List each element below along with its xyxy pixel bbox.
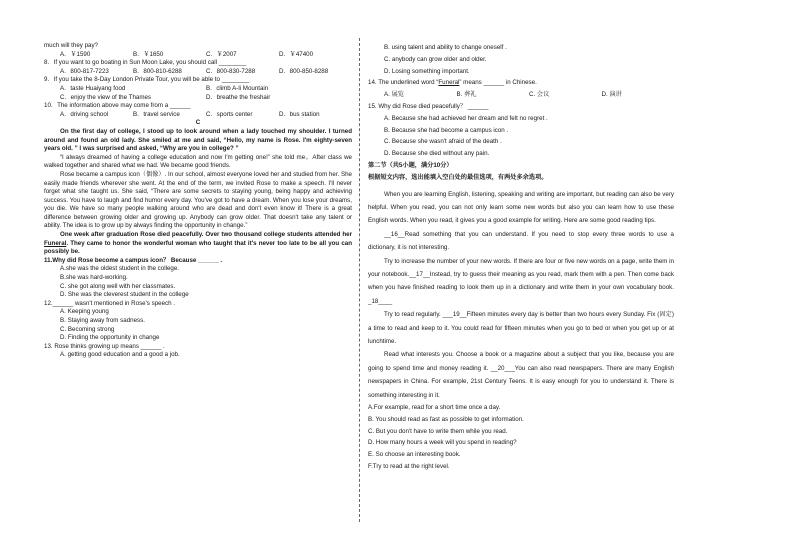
q7-option-d: D．￥47400 <box>279 50 314 58</box>
q11-option-d: D. She was the cleverest student in the college <box>60 291 189 299</box>
q9-option-a: A．taste Huaiyang food <box>60 84 126 92</box>
q14-stem-start: 14. The underlined word “ <box>368 79 439 87</box>
q11-option-b: B.she was hard-working. <box>60 274 128 282</box>
q8-option-a: A．800-817-7223 <box>60 67 109 75</box>
q14-options <box>368 89 674 101</box>
q11-option-a: A.she was the oldest student in the college. <box>60 265 180 273</box>
choice-e: E. So choose an interesting book. <box>368 451 461 459</box>
choice-f: F.Try to read at the right level. <box>368 463 450 471</box>
q14-option-c: C. 会议 <box>529 91 550 99</box>
q14-stem-end: ” means ______ in Chinese. <box>459 79 537 87</box>
q15-option-c: C. Because she wasn't afraid of the death . <box>384 138 502 146</box>
q12-option-b: B. Staying away from sadness. <box>60 317 145 324</box>
q7-option-c: C．￥2007 <box>206 50 237 58</box>
q10-option-d: D．bus station <box>279 110 320 118</box>
q8-option-c: C．800-830-7288 <box>206 67 256 75</box>
passage-paragraph-3: Rose became a campus icon（偶像）. In our school, almost everyone loved her and studied from her. She easily made friends wherever she went. At the end of the term, we invited Rose to make a speech. I'll never forget what she taught us. She said, “There are some secrets to staying young, being happy and achieving success. You have to laugh and find humor every day. You've got to have a dream. When you lose your dreams, you die. We have so many people walking around who are dead and don't even know it! There is a great difference between growing older and growing up. Anybody can grow older. That doesn't take any talent or ability. The idea is to grow up by always finding the opportunity in change.” <box>44 170 352 230</box>
q12-option-d: D. Finding the opportunity in change <box>60 334 160 342</box>
q8-option-d: D．800-850-8288 <box>279 67 329 75</box>
cloze-paragraph-1: When you are learning English, listening, speaking and writing are important, but reading can also be very helpful. When you read, you can not only learn some new words but also you can learn how to use these English words. When you read, it gives you a good example for writing. Here are some good reading tips. <box>368 190 674 225</box>
q12-option-a: A. Keeping young <box>60 308 109 316</box>
cloze-paragraph-4: Try to read regularly. ___19__Fifteen minutes every day is better than two hours every Sunday. Fix (固定) a time to read and keep to it. You could read for fifteen minutes when you go to bed or when you get up or at lunchtime. <box>368 311 674 346</box>
q14-option-a: A. 展览 <box>384 91 404 99</box>
q9-option-b: B．climb A-li Mountain <box>206 84 269 92</box>
q14-option-b: B. 葬礼 <box>456 91 477 99</box>
q9-option-c: C．enjoy the view of the Thames <box>60 93 152 101</box>
section-two-instructions: 根据短文内容，选出能填入空白处的最佳选项，有两处多余选项。 <box>368 173 548 181</box>
choice-a: A.For example, read for a short time once a day. <box>368 404 501 412</box>
left-column <box>44 42 352 360</box>
q11-stem: 11.Why did Rose become a campus icon？ Because ______ . <box>44 256 223 264</box>
q15-option-b: B. Because she had become a campus icon . <box>384 126 509 134</box>
passage-paragraph-4 <box>44 231 352 257</box>
q14-stem <box>368 77 674 89</box>
choice-b: B. You should read as fast as possible to get information. <box>368 415 524 423</box>
column-divider <box>359 38 360 522</box>
q7-tail: much will they pay? <box>44 42 98 49</box>
q14-underlined-word: Funeral <box>438 79 460 87</box>
passage-paragraph-4-start: One week after graduation Rose died peacefully. Over two thousand college students attended her <box>60 231 352 239</box>
q9-options-ab <box>44 85 352 94</box>
q9-option-d: D．breathe the freshair <box>206 93 271 101</box>
q10-options <box>44 111 352 120</box>
q14-option-d: D. 演讲 <box>601 91 622 99</box>
cloze-paragraph-5: Read what interests you. Choose a book or a magazine about a subject that you like, because you are going to spend time and money reading it. __20___You can also read newspapers. There are many English newspapers in China. For example, 21st Century Teens. It is easy enough for you to understand it. There is something interesting in it. <box>368 351 674 399</box>
q8-options <box>44 68 352 77</box>
q15-option-a: A. Because she had achieved her dream and felt no regret . <box>384 114 548 122</box>
q9-stem: 9．If you take the 8-Day London Private Tour, you will be able to ________ <box>44 76 250 84</box>
passage-paragraph-1: On the first day of college, I stood up to look around when a lady touched my shoulder. I turned around and found an old lady. She smiled at me and said, “Hello, my name is Rose. I'm eighty-seven years old. ” I was surprised and asked, “Why are you in college? ” <box>44 127 352 153</box>
q13-stem: 13. Rose thinks growing up means ______ . <box>44 342 165 350</box>
q12-option-c: C. Becoming strong <box>60 325 115 333</box>
q11-option-c: C. she got along well with her classmates. <box>60 282 176 290</box>
choice-c: C. But you don't have to write them while you read. <box>368 427 508 435</box>
q13-option-c: C. anybody can grow older and older. <box>384 55 487 63</box>
q12-stem: 12.______ wasn't mentioned in Rose's speech . <box>44 299 176 307</box>
q13-option-b: B. using talent and ability to change oneself . <box>384 44 507 51</box>
q10-option-c: C．sports center <box>206 110 253 118</box>
funeral-underlined-word: Funeral <box>44 239 67 247</box>
q15-option-d: D. Because she died without any pain. <box>384 150 490 158</box>
q10-option-b: B．travel service <box>133 110 180 118</box>
q15-stem: 15. Why did Rose died peacefully？ ______ <box>368 102 489 110</box>
q7-options <box>44 51 352 60</box>
right-column <box>368 42 674 473</box>
q10-stem: 10．The information above may come from a ______ <box>44 102 191 110</box>
q13-option-a: A. getting good education and a good a job. <box>60 351 180 359</box>
q7-option-a: A．￥1590 <box>60 50 91 58</box>
section-two-header: 第二节（共5小题，满分10分） <box>368 161 453 169</box>
passage-paragraph-2: “I always dreamed of having a college education and now I'm getting one!” she told me。After class we walked together and shared what we had. We became good friends. <box>44 153 352 170</box>
section-c-heading: C <box>195 119 201 127</box>
choice-d: D. How many hours a week will you spend in reading? <box>368 439 517 447</box>
passage-paragraph-4-end: . They came to honor the wonderful woman who taught that it's never too late to be all you can possibly be. <box>44 239 352 256</box>
cloze-paragraph-2: __16__Read something that you can understand. If you need to stop every three words to use a dictionary, it is not interesting. <box>368 230 674 252</box>
q8-option-b: B．800-810-6288 <box>133 67 182 75</box>
q9-options-cd <box>44 94 352 103</box>
q8-stem: 8．If you want to go boating in Sun Moon Lake, you should call ________ <box>44 59 247 67</box>
q13-option-d: D. Losing something important. <box>384 67 470 75</box>
cloze-paragraph-3: Try to increase the number of your new words. If there are four or five new words on a page, write them in your notebook.__17__Instead, try to guess their meaning as you read, mark them with a pen. Then come back when you have finished reading to look them up in a dictionary and write them in your own vocabulary book. _18____ <box>368 257 674 305</box>
q7-option-b: B．￥1650 <box>133 50 164 58</box>
q10-option-a: A．driving school <box>60 110 109 118</box>
